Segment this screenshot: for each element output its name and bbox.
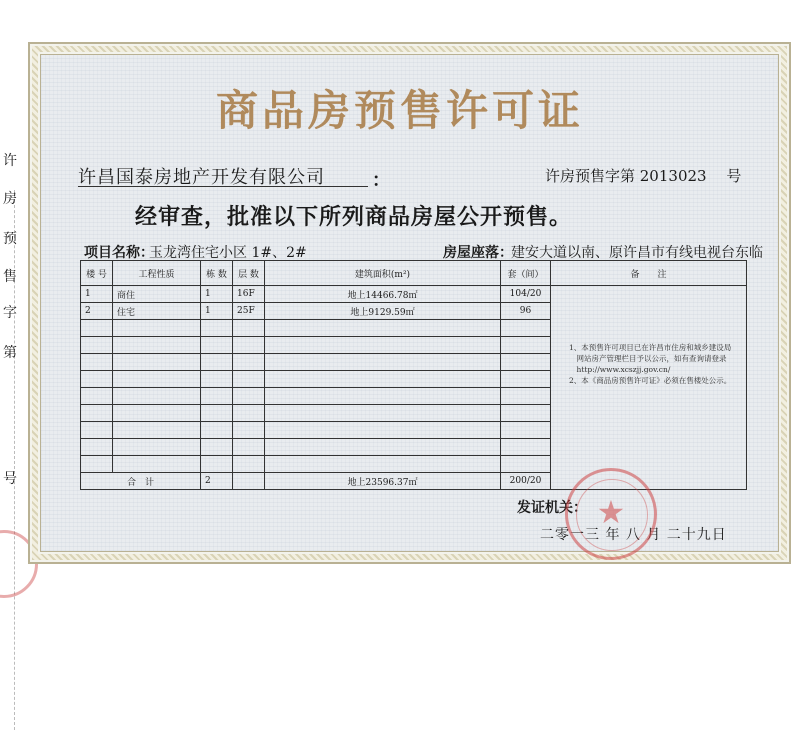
header-project-type: 工程性质 [113, 261, 201, 286]
cell-area: 地上14466.78㎡ [265, 286, 501, 303]
remark-line: 1、本预售许可项目已在许昌市住房和城乡建设局 [569, 343, 732, 352]
stub-char: 售 [3, 269, 17, 285]
official-seal [565, 468, 657, 560]
project-name: 玉龙湾住宅小区 1#、2# [149, 245, 307, 261]
header-remarks: 备 注 [551, 261, 747, 286]
location-label: 房屋座落： [443, 245, 513, 261]
total-building-count: 2 [201, 473, 233, 490]
remarks-cell [551, 286, 747, 490]
table-row [81, 286, 747, 303]
certificate-title: 商品房预售许可证 [215, 86, 584, 135]
header-building-count: 栋 数 [201, 261, 233, 286]
total-area: 地上23596.37㎡ [265, 473, 501, 490]
issue-date: 二零一三 年 八 月 二十九日 [540, 527, 727, 543]
permit-number: 许房预售字第 2013023 号 [545, 167, 742, 185]
stub-char: 许 [3, 153, 17, 169]
location-value: 建安大道以南、原许昌市有线电视台东临 [511, 245, 763, 261]
cell-project-type: 商住 [113, 286, 201, 303]
stub-char: 预 [3, 231, 17, 247]
cell-floors: 16F [233, 286, 265, 303]
cell-building-no: 1 [81, 286, 113, 303]
table-header-row [81, 261, 747, 286]
cell-floors: 25F [233, 303, 265, 320]
company-underline [78, 186, 368, 187]
cell-units: 96 [501, 303, 551, 320]
approval-statement: 经审查，批准以下所列商品房屋公开预售。 [135, 204, 573, 230]
star-icon: ★ [596, 493, 626, 531]
stub-char: 第 [3, 345, 17, 361]
header-units: 套（间） [501, 261, 551, 286]
header-area: 建筑面积(m²) [265, 261, 501, 286]
stub-char: 字 [3, 305, 17, 321]
issuing-authority-label: 发证机关： [517, 500, 587, 516]
company-colon: ： [372, 170, 390, 191]
cell-building-count: 1 [201, 303, 233, 320]
stub-char: 号 [3, 471, 17, 487]
project-label: 项目名称： [84, 245, 154, 261]
header-building-no: 楼 号 [81, 261, 113, 286]
cell-building-count: 1 [201, 286, 233, 303]
total-label: 合 计 [81, 473, 201, 490]
cell-units: 104/20 [501, 286, 551, 303]
cell-area: 地上9129.59㎡ [265, 303, 501, 320]
remark-line: 网站房产管理栏目予以公示，如有查询请登录 [569, 354, 727, 363]
header-floors: 层 数 [233, 261, 265, 286]
remark-line: 2、本《商品房预售许可证》必须在售楼处公示。 [569, 376, 732, 385]
stub-char: 房 [3, 191, 17, 207]
sales-table [80, 260, 747, 490]
remark-line: http://www.xcszjj.gov.cn/ [569, 365, 671, 374]
cell-building-no: 2 [81, 303, 113, 320]
total-units: 200/20 [501, 473, 551, 490]
company-name: 许昌国泰房地产开发有限公司 [78, 167, 325, 188]
cell-project-type: 住宅 [113, 303, 201, 320]
